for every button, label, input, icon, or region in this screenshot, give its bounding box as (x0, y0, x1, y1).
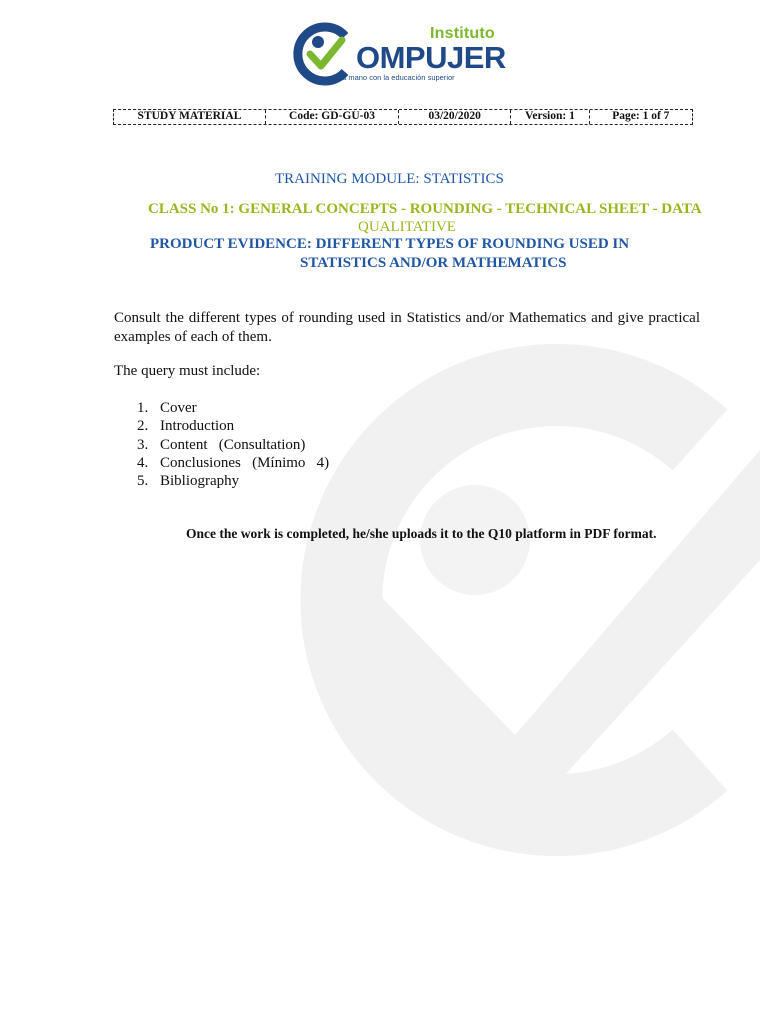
upload-instruction: Once the work is completed, he/she uploads it to the Q10 platform in PDF format. (186, 526, 657, 541)
list-item (137, 436, 329, 454)
requirements-list (137, 399, 329, 490)
module-title: TRAINING MODULE: STATISTICS (275, 171, 504, 187)
product-evidence-title-continuation: STATISTICS AND/OR MATHEMATICS (300, 255, 567, 271)
list-item-number: 4. (137, 454, 149, 471)
document-header-bar (113, 109, 693, 125)
list-item-text: Introduction (160, 418, 235, 435)
list-item-text: Content (Consultation) (160, 436, 306, 453)
list-item-number: 2. (137, 418, 149, 435)
list-item (137, 399, 329, 417)
doc-type-cell: STUDY MATERIAL (114, 110, 266, 124)
product-evidence-title: PRODUCT EVIDENCE: DIFFERENT TYPES OF ROUNDING USED IN (150, 236, 630, 252)
list-item-number: 5. (137, 473, 149, 490)
logo-tagline: de la mano con la educación superior (330, 73, 455, 82)
version-cell: Version: 1 (511, 110, 589, 124)
list-item (137, 472, 329, 490)
list-item (137, 417, 329, 435)
list-item-text: Cover (160, 400, 197, 416)
query-intro: The query must include: (114, 363, 261, 379)
list-item-number: 3. (137, 436, 149, 453)
list-item (137, 454, 329, 472)
class-title: CLASS No 1: GENERAL CONCEPTS - ROUNDING - TECHNICAL SHEET - DATA (148, 201, 702, 217)
code-cell: Code: GD-GU-03 (266, 110, 399, 124)
logo-name-text: OMPUJER (356, 40, 506, 75)
logo-instituto-text: Instituto (430, 25, 495, 42)
institution-logo (290, 20, 506, 88)
date-cell: 03/20/2020 (399, 110, 511, 124)
page-cell: Page: 1 of 7 (612, 110, 670, 123)
instructions-paragraph: Consult the different types of rounding used in Statistics and/or Mathematics and give practical examples of each of them. (114, 310, 700, 345)
list-item-number: 1. (137, 400, 149, 416)
list-item-text: Bibliography (160, 473, 240, 490)
class-title-continuation: QUALITATIVE (358, 219, 456, 235)
list-item-text: Conclusiones (Mínimo 4) (160, 454, 330, 471)
